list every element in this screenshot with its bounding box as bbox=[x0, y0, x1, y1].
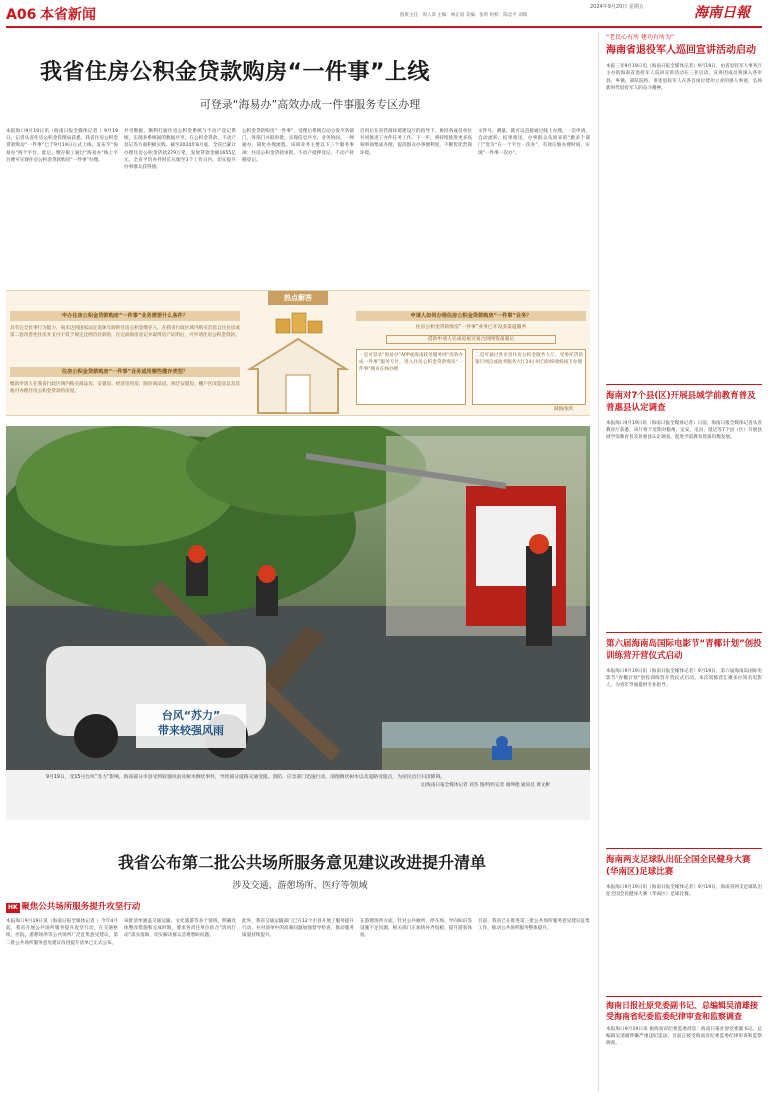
coin-stack-icon bbox=[274, 309, 326, 335]
inset-flood-photo bbox=[382, 722, 590, 770]
lead-column-4: 启用后在省营商环境建设厅的指导下，协同各成员单位共同推进了办件任务工作。下一步，将持续推进更多高频事项集成办理，提高群众办事便利度，不断优化营商环境。 bbox=[360, 129, 472, 156]
question-1-title: 申办住房公积金贷款购房“一件事”业务需要什么条件？ bbox=[10, 311, 240, 321]
sidebar-4-body: 本报海口9月19日讯（海南日报全媒体记者）9月19日，海南省两支足球队出征全国全民健身大赛（华南区）足球比赛。 bbox=[606, 885, 762, 898]
sidebar-5-body: 本报海口9月19日讯 据海南省纪委监委消息：海南日报社原党委副书记、总编辑吴清雄涉嫌严重违纪违法，目前正接受海南省纪委监委纪律审查和监察调查。 bbox=[606, 1027, 762, 1047]
sidebar-story-1 bbox=[606, 34, 762, 380]
photo-caption bbox=[6, 770, 590, 820]
sidebar-3-title: 第六届海南岛国际电影节“青椰计划”创投训练营开营仪式启动 bbox=[606, 639, 762, 661]
lead-column-1: 本报海口9月19日讯（海南日报全媒体记者 ）9月19日，记者从省住房公积金管理局获悉，我省住房公积金贷款购房“一件事”已于9月19日正式上线，发布至“海易办”两个平台。此后，缴存职工通过“海易办”线上平台便可实现住房公积金贷款购房“一件事”办理。 bbox=[6, 129, 118, 163]
option-offline: 二是可通过各市县住房公积金服务大厅、受委托贷款银行网点或政务服务大厅24小时自助终端机线下办理 bbox=[472, 349, 586, 405]
house-outline bbox=[246, 335, 350, 415]
second-column-1: 本报海口9月19日讯（海南日报全媒体记者 ）今年4月起，我省开展公共场所服务提升攻坚行动，在交通枢纽、医院、游憩场所等公共场所广泛征集意见建议，第二批公共场所服务意见建议改进提升清单已正式公布。 bbox=[6, 919, 118, 946]
second-column-2: 该批清单涵盖交通运输、文化旅游等多个领域，明确具体整改措施和完成时限，要求各责任单位结合“清风行动”落实落细，切实解决群众急难愁盼问题。 bbox=[124, 919, 236, 939]
photo-title-text: 台风“苏力” 带来较强风雨 bbox=[158, 709, 224, 737]
second-column-5: 目前，我省已在推进第三批公共场所服务意见建议征集工作，推动公共场所服务整体提升。 bbox=[478, 919, 590, 932]
sidebar-rule-4 bbox=[606, 996, 762, 997]
column-tag bbox=[6, 902, 236, 914]
masthead bbox=[0, 0, 768, 26]
question-1-answer: 具有完全民事行为能力，尚未达到国家法定退休年龄的住房公积金缴存人，在我省行政区域内购买首套自住住房或第二套改善性住房并支付不低于规定比例首付款的，在完成购房登记并取得房产证明后，可申请住房公积金贷款。 bbox=[10, 326, 240, 339]
sidebar-5-title: 海南日报社原党委副书记、总编辑吴清雄接受海南省纪委监委纪律审查和监察调查 bbox=[606, 1001, 758, 1021]
question-2-title: 住房公积金贷款购房“一件事”业务适用哪些缴存类型？ bbox=[10, 367, 240, 377]
lead-subhead: 可登录“海易办”高效办成一件事服务专区办理 bbox=[199, 98, 421, 111]
photo-credit: 文/海南日报全媒体记者 刘杰 图/特约记者 谢坤德 通讯员 黄文彬 bbox=[420, 783, 550, 789]
editor-credits: 值班主任：周人章 主编：林正羽 美编：张昕 检校：陈忠平 刘瑞 bbox=[400, 13, 528, 18]
newspaper-logo: 海南日報 bbox=[694, 5, 750, 21]
sidebar-2-title: 海南对7个县(区)开展县域学前教育普及普惠县认定调查 bbox=[606, 391, 756, 413]
lead-headline: 我省住房公积金贷款购房“一件事”上线 bbox=[40, 60, 430, 85]
photo-caption-text: 9月19日，受15号台风“苏力”影响，海南部分市县受到较强风雨及树木倒伏事件，导致部分道路交通受阻。消防、应急部门迅速行动，清理倒伏树木以及道路受阻点，为居民出行扫清障碍。 bbox=[46, 775, 446, 780]
second-headline: 我省公布第二批公共场所服务意见建议改进提升清单 bbox=[117, 853, 486, 872]
sidebar-rule-1 bbox=[606, 384, 762, 385]
page-number: A06 bbox=[6, 7, 37, 23]
sidebar-rule-2 bbox=[606, 632, 762, 633]
sidebar-story-5 bbox=[606, 1000, 762, 1094]
masthead-rule bbox=[6, 26, 762, 28]
sidebar-2-body: 本报海口9月19日讯（海南日报全媒体记者）日前，海南日报全媒体记者从省教育厅获悉，该厅将于近期对儋州、定安、屯昌、澄迈等7个县（区）开展县域学前教育普及普惠县认定调查，促进学前教育优质均衡发展。 bbox=[606, 421, 762, 441]
hot-qa-banner: 热点解答 bbox=[268, 291, 328, 305]
section-title: 本省新闻 bbox=[40, 7, 96, 23]
lead-column-5: 文件号、测量，就可以直接通过线上办理，一次申请、自动流转、结果推送，办事群众从原来的“跑多个部门”变为“在一个平台一次办”，有效压缩办理时间，实现“一件事一次办”。 bbox=[478, 129, 590, 156]
typhoon-photo bbox=[6, 426, 590, 770]
sidebar-rule-3 bbox=[606, 848, 762, 849]
question-2-answer: 缴款申请人在我省行政区域内购买商品房、安置房、经济适用房、限价商品房、拆迁安置房、棚户区改造房以及其他可办理住房公积金贷款的房屋。 bbox=[10, 382, 240, 395]
column-tag-label: 聚焦公共场所服务提升攻坚行动 bbox=[21, 902, 141, 912]
question-3-subnote: 借款申请人完成房屋交易合同网签备案后 bbox=[386, 335, 556, 344]
sidebar-1-kicker: “老民心有所 建功有所为” bbox=[606, 34, 675, 41]
sidebar-story-4 bbox=[606, 854, 762, 992]
option-online: 一是可登录“海易办”APP或海南政务服务网“高效办成一件事”服务专区，进入住房公积金贷款购房“一件事”网页在线办理 bbox=[356, 349, 466, 405]
lead-column-2: 共享数据，顺利打通住房公积金系统与不动产登记系统，实现多系统间的数据共享，在公积金贷款、不动产登记等方面积极实践。截至2024年8月底，全省已累计办理住房公积金贷款279万笔，发放贷款金额1655亿元，全省平均办件时长压缩至3个工作日内，切实提升办事群众获得感。 bbox=[124, 129, 236, 171]
sidebar-1-body: 本报三亚9月19日电（海南日报全媒体记者）9月19日，由省退役军人事务厅主办的海南省退役军人巡回宣讲活动在三亚启动。宣讲团成员将深入各市县、乡镇、部队院校，讲述退役军人在各自岗位建功立业的感人事迹，弘扬新时代退役军人的奋斗精神。 bbox=[606, 64, 762, 91]
sidebar-4-title: 海南两支足球队出征全国全民健身大赛(华南区)足球比赛 bbox=[606, 855, 751, 877]
second-column-4: 在游憩场所方面，针对公共厕所、停车场、导向标识等设施不足问题，相关部门正加快补齐短板，提升游客体验。 bbox=[360, 919, 472, 939]
sidebar-divider bbox=[598, 32, 599, 1092]
second-column-3: 此外，我省交通运输部门已在12个市县开展了服务提升行动，并对清单中的高频问题加强督导检查，推动服务质量持续提升。 bbox=[242, 919, 354, 939]
sidebar-1-title: 海南省退役军人巡回宣讲活动启动 bbox=[606, 45, 756, 57]
question-3-title: 申请人如何办理住房公积金贷款购房“一件事”业务？ bbox=[356, 311, 586, 321]
infographic-credit: 制图/张昕 bbox=[554, 407, 574, 412]
sidebar-story-2 bbox=[606, 390, 762, 628]
sidebar-3-body: 本报海口9月19日讯（海南日报全媒体记者）9月19日，第六届海南岛国际电影节“青椰计划”创投训练营开营仪式启动。本次训练营汇聚多位知名电影人，为青年导演提供专业指导。 bbox=[606, 669, 762, 689]
issue-date: 2024年9月20日 星期五 bbox=[590, 4, 644, 10]
question-3-answer: 住房公积金贷款购房“一件事”业务已开设多渠道服务 bbox=[415, 325, 527, 330]
photo-title bbox=[136, 704, 246, 748]
column-tag-badge: HK bbox=[8, 904, 18, 911]
lead-column-3: 公积金贷款购房“一件事”，受理后系统自动分发至各部门，各部门并联审批，实现信息共享、业务协同、一网通办，简化办理流程。该项业务主要以下三个服务事项：住房公积金贷款审批、不动产抵押登记、不动产转移登记。 bbox=[242, 129, 354, 163]
sidebar-story-3 bbox=[606, 638, 762, 844]
hot-qa-infographic bbox=[6, 290, 590, 416]
second-subhead: 涉及交通、游憩场所、医疗等领域 bbox=[232, 881, 368, 891]
